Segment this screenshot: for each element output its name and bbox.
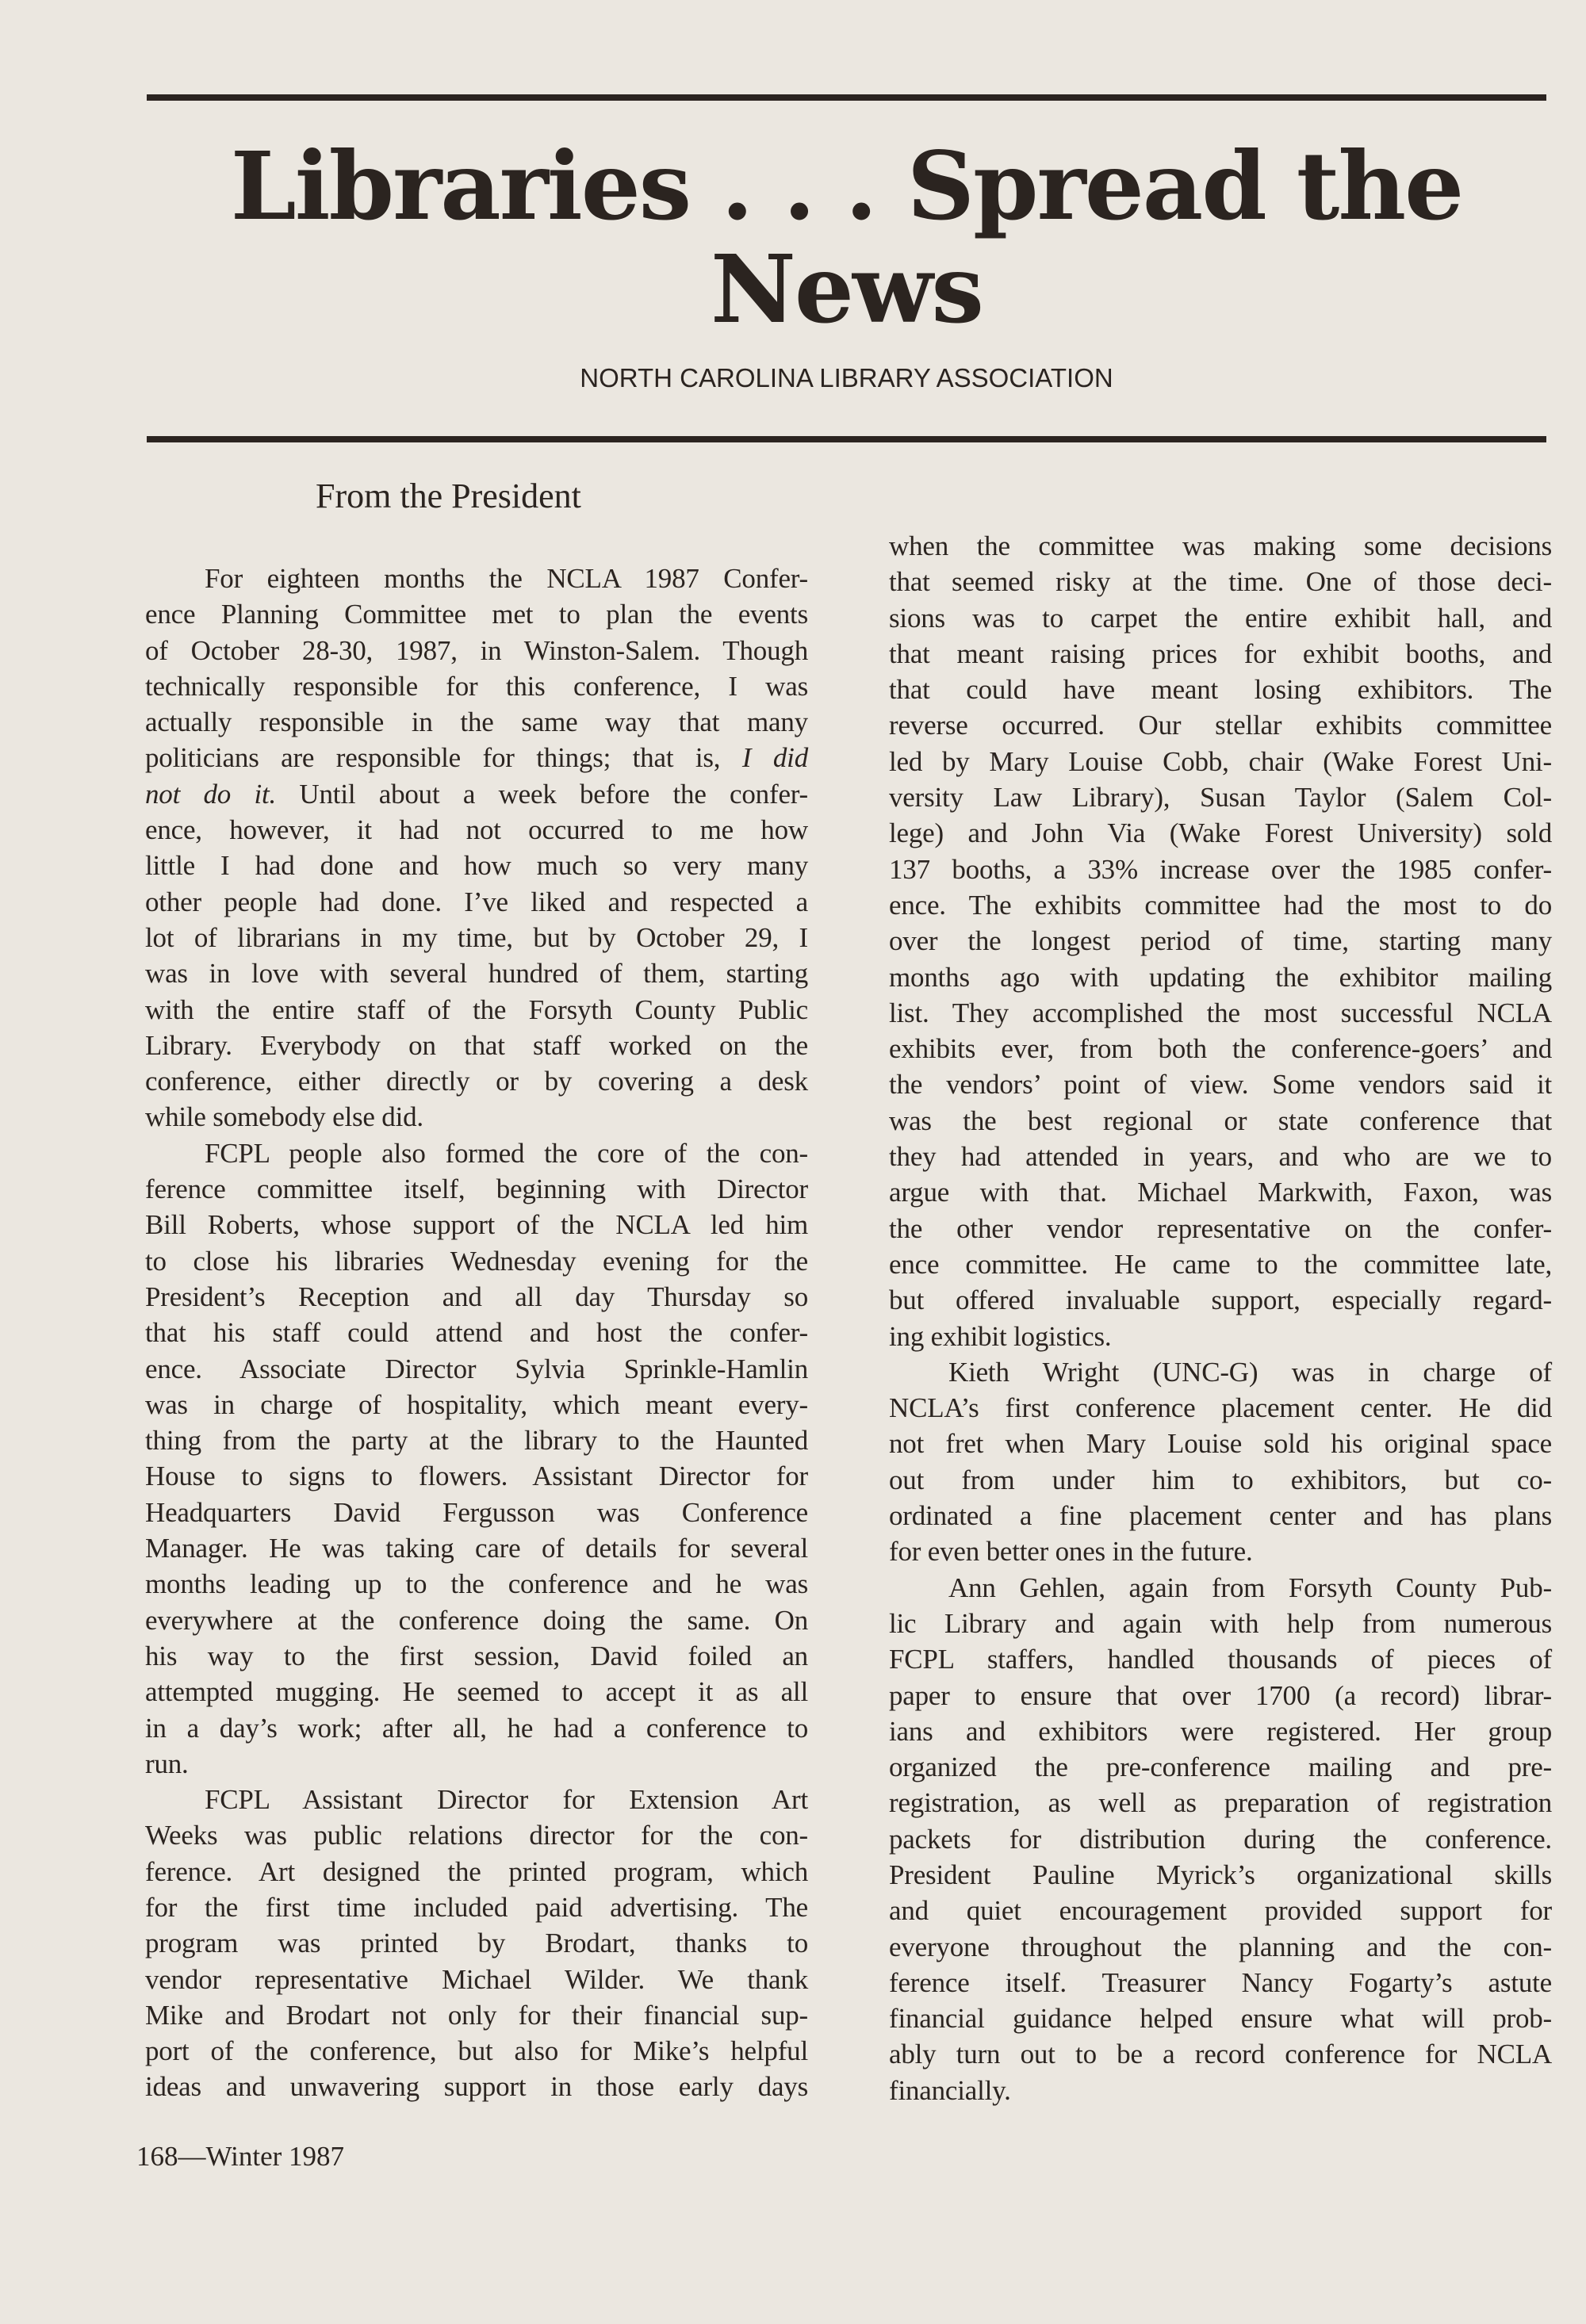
text-line <box>145 1422 808 1458</box>
text-segment: ence. The exhibits committee had the most to do <box>889 889 1552 921</box>
text-segment: run. <box>145 1748 189 1779</box>
text-segment: port of the conference, but also for Mike’s helpful <box>145 2035 808 2067</box>
text-line <box>889 636 1552 672</box>
text-line <box>889 1533 1552 1569</box>
text-segment: the other vendor representative on the confer- <box>889 1212 1552 1244</box>
text-segment: sions was to carpet the entire exhibit hall, and <box>889 602 1552 634</box>
text-line <box>145 1387 808 1422</box>
text-line <box>889 1139 1552 1174</box>
text-line <box>145 884 808 920</box>
text-segment: that meant raising prices for exhibit booths, and <box>889 637 1552 669</box>
text-segment: financially. <box>889 2074 1011 2106</box>
text-line <box>889 1785 1552 1821</box>
text-segment: in a day’s work; after all, he had a conference to <box>145 1712 808 1744</box>
text-line <box>889 1821 1552 1857</box>
text-segment: ence committee. He came to the committee late, <box>889 1248 1552 1280</box>
text-line <box>889 1570 1552 1606</box>
text-line <box>889 528 1552 564</box>
text-line <box>145 2033 808 2069</box>
text-line <box>145 1782 808 1817</box>
text-line <box>145 1746 808 1782</box>
text-segment: actually responsible in the same way that many <box>145 706 808 738</box>
text-segment: Weeks was public relations director for the con- <box>145 1820 808 1851</box>
text-segment: program was printed by Brodart, thanks to <box>145 1928 808 1959</box>
section-heading: From the President <box>316 477 581 515</box>
text-segment: not fret when Mary Louise sold his original space <box>889 1428 1552 1460</box>
text-line <box>145 1925 808 1961</box>
text-segment: conference, either directly or by covering a desk <box>145 1066 808 1097</box>
text-line <box>145 561 808 596</box>
text-segment: ians and exhibitors were registered. Her group <box>889 1715 1552 1747</box>
italic-text: I did <box>741 742 808 774</box>
text-line <box>889 1929 1552 1965</box>
text-segment: when the committee was making some decisions <box>889 530 1552 561</box>
text-line <box>889 672 1552 707</box>
text-segment: of October 28-30, 1987, in Winston-Salem. Though <box>145 634 808 666</box>
text-segment: Library. Everybody on that staff worked on the <box>145 1029 808 1061</box>
text-line <box>145 596 808 632</box>
text-line <box>145 1135 808 1171</box>
text-line <box>889 1319 1552 1354</box>
text-line <box>889 1678 1552 1713</box>
text-line <box>145 1099 808 1135</box>
text-segment: ing exhibit logistics. <box>889 1320 1112 1352</box>
text-segment: ence. Associate Director Sylvia Sprinkle-Hamlin <box>145 1353 808 1384</box>
masthead-title-line-1: Libraries . . . Spread the <box>230 131 1463 241</box>
text-segment: lic Library and again with help from numerous <box>889 1607 1552 1639</box>
top-rule <box>147 94 1546 101</box>
italic-text: not do it. <box>145 778 277 810</box>
text-line <box>145 1997 808 2033</box>
text-line <box>145 1638 808 1674</box>
text-segment: versity Law Library), Susan Taylor (Salem Col- <box>889 782 1552 814</box>
text-segment: was in love with several hundred of them, starting <box>145 958 808 990</box>
text-segment: out from under him to exhibitors, but co- <box>889 1464 1552 1495</box>
text-segment: ference itself. Treasurer Nancy Fogarty’s astute <box>889 1966 1552 1998</box>
text-line <box>889 1498 1552 1533</box>
text-line <box>145 1602 808 1638</box>
text-segment: For eighteen months the NCLA 1987 Confer- <box>205 563 808 594</box>
text-segment: lege) and John Via (Wake Forest University) sold <box>889 817 1552 849</box>
text-line <box>889 600 1552 636</box>
masthead-subtitle: NORTH CAROLINA LIBRARY ASSOCIATION <box>580 363 1113 392</box>
text-segment: FCPL Assistant Director for Extension Art <box>205 1784 808 1816</box>
page-footer: 168—Winter 1987 <box>136 2141 345 2172</box>
text-segment: ference committee itself, beginning with Director <box>145 1173 808 1205</box>
text-segment: attempted mugging. He seemed to accept it as all <box>145 1676 808 1708</box>
text-segment: paper to ensure that over 1700 (a record) librar- <box>889 1679 1552 1711</box>
text-line <box>889 2000 1552 2036</box>
text-line <box>145 848 808 883</box>
text-segment: was in charge of hospitality, which meant every- <box>145 1388 808 1420</box>
text-segment: organized the pre-conference mailing and pre- <box>889 1752 1552 1783</box>
text-segment: for even better ones in the future. <box>889 1536 1253 1568</box>
text-segment: FCPL staffers, handled thousands of pieces of <box>889 1644 1552 1675</box>
text-segment: ably turn out to be a record conference for NCLA <box>889 2039 1552 2070</box>
text-segment: ence Planning Committee met to plan the events <box>145 599 808 630</box>
text-line <box>889 1713 1552 1749</box>
text-line <box>889 1893 1552 1928</box>
text-segment: while somebody else did. <box>145 1101 423 1133</box>
text-line <box>889 1282 1552 1318</box>
text-line <box>145 1171 808 1207</box>
text-line <box>889 1390 1552 1426</box>
text-line <box>145 668 808 704</box>
text-segment: everywhere at the conference doing the same. On <box>145 1604 808 1636</box>
text-line <box>145 1854 808 1889</box>
text-segment: 137 booths, a 33% increase over the 1985 confer- <box>889 853 1552 885</box>
text-line <box>145 740 808 775</box>
text-line <box>889 1103 1552 1139</box>
text-line <box>889 1426 1552 1461</box>
text-segment: argue with that. Michael Markwith, Faxon, was <box>889 1177 1552 1208</box>
text-line <box>145 1817 808 1853</box>
text-segment: list. They accomplished the most successful NCLA <box>889 997 1552 1028</box>
text-line <box>145 1279 808 1315</box>
text-segment: to close his libraries Wednesday evening for the <box>145 1245 808 1277</box>
paragraph <box>145 1135 808 1782</box>
text-segment: financial guidance helped ensure what will prob- <box>889 2003 1552 2035</box>
text-line <box>889 744 1552 779</box>
text-segment: other people had done. I’ve liked and respected a <box>145 886 808 917</box>
text-segment: President Pauline Myrick’s organizational skills <box>889 1859 1552 1890</box>
text-segment: Bill Roberts, whose support of the NCLA led him <box>145 1209 808 1241</box>
text-segment: and quiet encouragement provided support for <box>889 1895 1552 1927</box>
text-line <box>889 1641 1552 1677</box>
text-line <box>145 920 808 955</box>
text-line <box>889 1354 1552 1390</box>
text-line <box>145 1566 808 1602</box>
text-line <box>889 1749 1552 1785</box>
text-line <box>145 633 808 668</box>
text-line <box>145 1207 808 1242</box>
text-segment: Kieth Wright (UNC-G) was in charge of <box>948 1356 1552 1388</box>
text-line <box>889 779 1552 815</box>
text-line <box>145 1962 808 1997</box>
text-segment: Ann Gehlen, again from Forsyth County Pub- <box>948 1572 1552 1603</box>
text-line <box>889 2073 1552 2108</box>
left-column <box>145 561 808 2105</box>
text-segment: for the first time included paid advertising. The <box>145 1891 808 1923</box>
text-line <box>145 1495 808 1530</box>
masthead-title-line-2: News <box>711 234 983 344</box>
text-segment: but offered invaluable support, especially regard- <box>889 1285 1552 1316</box>
text-segment: that seemed risky at the time. One of those deci- <box>889 566 1552 598</box>
text-line <box>145 1530 808 1566</box>
text-line <box>889 2036 1552 2072</box>
text-line <box>145 776 808 812</box>
text-line <box>889 1857 1552 1893</box>
text-segment: Until about a week before the confer- <box>276 778 808 810</box>
text-segment: vendor representative Michael Wilder. We thank <box>145 1963 808 1995</box>
text-segment: everyone throughout the planning and the con- <box>889 1931 1552 1962</box>
text-segment: NCLA’s first conference placement center. He did <box>889 1392 1552 1424</box>
text-line <box>889 995 1552 1031</box>
text-segment: his way to the first session, David foiled an <box>145 1640 808 1671</box>
text-line <box>889 707 1552 743</box>
text-line <box>889 1462 1552 1498</box>
text-line <box>889 887 1552 923</box>
text-segment: little I had done and how much so very many <box>145 850 808 882</box>
text-segment: packets for distribution during the conference. <box>889 1823 1552 1855</box>
text-segment: lot of librarians in my time, but by October 29, I <box>145 921 808 953</box>
text-line <box>889 1606 1552 1641</box>
paragraph <box>889 1354 1552 1570</box>
paragraph <box>145 561 808 1135</box>
text-segment: that could have meant losing exhibitors. The <box>889 674 1552 706</box>
right-column <box>889 528 1552 2108</box>
text-line <box>889 923 1552 959</box>
text-segment: over the longest period of time, starting many <box>889 925 1552 957</box>
text-segment: the vendors’ point of view. Some vendors said it <box>889 1069 1552 1101</box>
text-line <box>889 1246 1552 1282</box>
text-segment: was the best regional or state conference that <box>889 1105 1552 1136</box>
text-line <box>145 1889 808 1925</box>
text-line <box>889 1965 1552 2000</box>
text-segment: led by Mary Louise Cobb, chair (Wake Forest Uni- <box>889 745 1552 777</box>
text-segment: President’s Reception and all day Thursday so <box>145 1281 808 1312</box>
text-segment: thing from the party at the library to the Haunted <box>145 1425 808 1457</box>
text-segment: House to signs to flowers. Assistant Director for <box>145 1461 808 1492</box>
text-line <box>145 1458 808 1494</box>
text-segment: Headquarters David Fergusson was Conference <box>145 1496 808 1528</box>
paragraph <box>889 1570 1552 2108</box>
bottom-rule <box>147 436 1546 442</box>
text-segment: politicians are responsible for things; that is, <box>145 742 742 774</box>
text-segment: that his staff could attend and host the confer- <box>145 1317 808 1349</box>
text-line <box>145 1351 808 1387</box>
text-segment: technically responsible for this conference, I was <box>145 670 808 702</box>
text-segment: ordinated a fine placement center and has plans <box>889 1500 1552 1532</box>
text-line <box>889 1174 1552 1210</box>
paragraph <box>889 528 1552 1354</box>
text-line <box>889 852 1552 887</box>
text-segment: exhibits ever, from both the conference-goers’ and <box>889 1033 1552 1065</box>
text-line <box>889 1066 1552 1102</box>
text-line <box>145 992 808 1028</box>
text-line <box>889 815 1552 851</box>
text-segment: months leading up to the conference and he was <box>145 1568 808 1600</box>
text-line <box>889 564 1552 599</box>
text-segment: Manager. He was taking care of details for several <box>145 1533 808 1564</box>
text-line <box>889 1031 1552 1066</box>
text-segment: months ago with updating the exhibitor mailing <box>889 961 1552 993</box>
paragraph <box>145 1782 808 2105</box>
text-segment: Mike and Brodart not only for their financial sup- <box>145 1999 808 2031</box>
text-segment: ideas and unwavering support in those early days <box>145 2071 808 2103</box>
text-segment: reverse occurred. Our stellar exhibits committee <box>889 710 1552 741</box>
text-line <box>145 1063 808 1099</box>
text-segment: FCPL people also formed the core of the con- <box>205 1137 808 1169</box>
text-line <box>889 1211 1552 1246</box>
text-line <box>889 959 1552 995</box>
text-segment: registration, as well as preparation of registration <box>889 1787 1552 1819</box>
text-line <box>145 704 808 740</box>
text-line <box>145 1028 808 1063</box>
text-line <box>145 1674 808 1709</box>
text-line <box>145 2069 808 2104</box>
text-segment: ence, however, it had not occurred to me how <box>145 814 808 846</box>
text-line <box>145 812 808 848</box>
text-segment: they had attended in years, and who are we to <box>889 1141 1552 1173</box>
text-line <box>145 1710 808 1746</box>
text-segment: with the entire staff of the Forsyth County Public <box>145 994 808 1025</box>
text-segment: ference. Art designed the printed program, which <box>145 1855 808 1887</box>
text-line <box>145 955 808 991</box>
text-line <box>145 1315 808 1350</box>
text-line <box>145 1243 808 1279</box>
